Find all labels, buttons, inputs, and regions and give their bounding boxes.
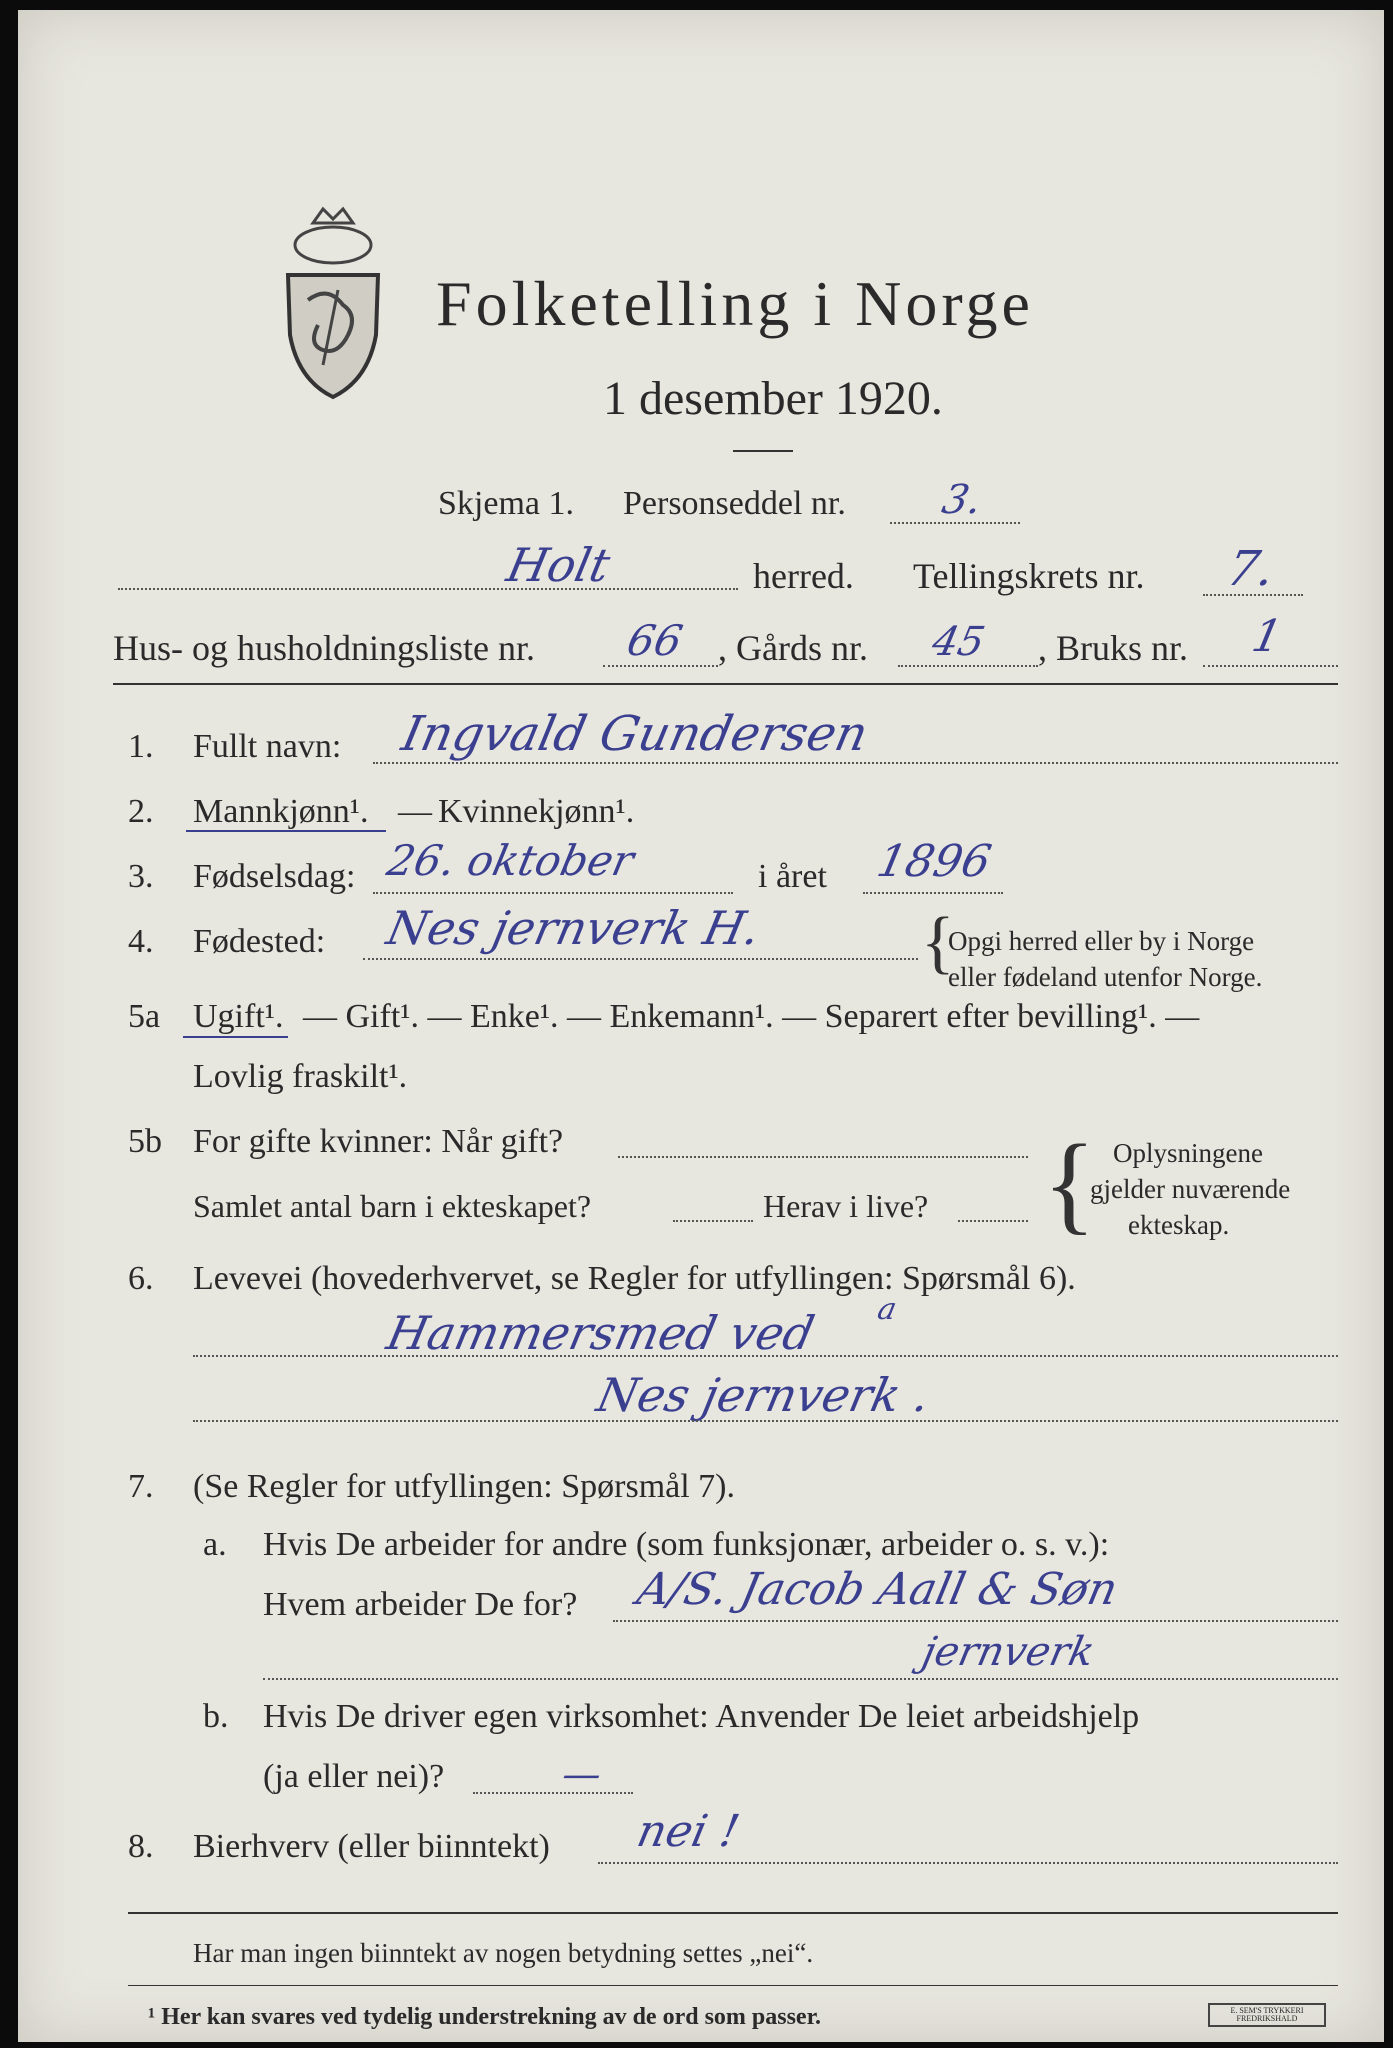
q3-day-field-line [373,892,733,894]
footer-divider [128,1912,1338,1914]
husliste-field-line [603,665,718,667]
bruks-label: , Bruks nr. [1038,628,1189,668]
q6-field-line-2 [193,1420,1338,1422]
q5b-line2a: Samlet antal barn i ekteskapet? [193,1188,592,1224]
q2-separator: — [398,793,432,830]
skjema-label: Skjema 1. [438,485,574,522]
gards-label: , Gårds nr. [718,628,868,668]
herred-label: herred. [753,556,854,596]
form-title: Folketelling i Norge [436,268,1034,339]
q4-note-1: Opgi herred eller by i Norge [948,926,1255,956]
q5b-number: 5b [128,1123,162,1160]
q2-female: Kvinnekjønn¹. [438,793,635,830]
q7-number: 7. [128,1468,154,1505]
q7a-field-line-2 [263,1678,1338,1680]
q7b-value: — [558,1752,606,1796]
q7a-value-line1: A/S. Jacob Aall & Søn [632,1564,1123,1615]
q1-value: Ingvald Gundersen [397,706,873,762]
q5b-line1: For gifte kvinner: Når gift? [193,1123,564,1160]
census-form-page [18,10,1384,2042]
q5a-ugift: Ugift¹. [193,998,284,1035]
tellingskrets-value: 7. [1222,541,1280,597]
bruks-field-line [1203,665,1338,667]
husliste-value: 66 [622,616,687,665]
q3-year-value: 1896 [872,836,996,887]
q4-field-line [363,958,918,960]
q3-number: 3. [128,858,154,895]
q4-label: Fødested: [193,923,326,960]
q7a-letter: a. [203,1526,227,1563]
header-divider [113,683,1338,685]
printer-stamp: E. SEM'S TRYKKERI FREDRIKSHALD [1208,2003,1326,2027]
husliste-label: Hus- og husholdningsliste nr. [113,628,536,668]
q3-label: Fødselsdag: [193,858,356,895]
q8-value: nei ! [632,1806,744,1857]
norwegian-coat-of-arms-icon [268,205,398,405]
gards-value: 45 [928,619,989,665]
q6-value-line1-sup: a [874,1292,900,1327]
q5b-note-1: Oplysningene [1113,1138,1263,1168]
q2-male-underline [186,830,386,832]
q5b-note-3: ekteskap. [1128,1210,1230,1240]
herred-field-line [118,588,738,590]
q6-value-line2: Nes jernverk . [592,1368,935,1422]
q5b-note-2: gjelder nuværende [1090,1174,1291,1204]
q2-number: 2. [128,793,154,830]
q7-label: (Se Regler for utfyllingen: Spørsmål 7). [193,1468,736,1505]
q5a-ugift-underline [183,1036,288,1038]
q7b-line1: Hvis De driver egen virksomhet: Anvender De leiet arbeidshjelp [263,1698,1140,1735]
q5b-line2b: Herav i live? [763,1188,929,1224]
q6-number: 6. [128,1260,154,1297]
q1-field-line [373,762,1338,764]
q5a-number: 5a [128,998,161,1035]
q7a-line1: Hvis De arbeider for andre (som funksjonær, arbeider o. s. v.): [263,1526,1110,1563]
q2-male: Mannkjønn¹. [193,793,369,830]
q7b-line2: (ja eller nei)? [263,1758,445,1795]
form-date: 1 desember 1920. [603,372,943,425]
gards-field-line [898,665,1038,667]
q5a-options: — Gift¹. — Enke¹. — Enkemann¹. — Separert efter bevilling¹. — [303,998,1200,1035]
personseddel-value: 3. [938,477,987,523]
q3-year-label: i året [758,858,827,895]
q8-field-line [598,1862,1338,1864]
q5b-alive-field-line [958,1220,1028,1222]
q8-label: Bierhverv (eller biinntekt) [193,1828,550,1865]
q4-number: 4. [128,923,154,960]
q7b-letter: b. [203,1698,229,1735]
q6-value-line1: Hammersmed ved [382,1306,819,1360]
footnote: ¹ Her kan svares ved tydelig understrekning av de ord som passer. [148,2004,822,2030]
q7a-line2: Hvem arbeider De for? [263,1586,578,1623]
q6-field-line-1 [193,1355,1338,1357]
q1-number: 1. [128,728,154,765]
q5b-when-field-line [618,1156,1028,1158]
tellingskrets-label: Tellingskrets nr. [913,556,1145,596]
q5b-children-field-line [673,1220,753,1222]
q7b-field-line [473,1792,633,1794]
q3-year-field-line [863,892,1003,894]
q4-value: Nes jernverk H. [382,901,765,955]
footer-note: Har man ingen biinntekt av nogen betydning settes „nei“. [193,1938,814,1968]
bruks-value: 1 [1247,611,1287,662]
personseddel-label: Personseddel nr. [623,485,846,522]
q6-label: Levevei (hovederhvervet, se Regler for utfyllingen: Spørsmål 6). [193,1260,1076,1297]
q3-day-value: 26. oktober [382,836,639,885]
q4-brace: { [921,904,955,981]
herred-value: Holt [502,538,615,592]
q7a-field-line-1 [613,1620,1338,1622]
q1-label: Fullt navn: [193,728,342,765]
q8-number: 8. [128,1828,154,1865]
q4-note-2: eller fødeland utenfor Norge. [948,962,1263,992]
q7a-value-line2: jernverk [918,1629,1099,1675]
q5b-brace: { [1043,1122,1096,1244]
q5a-line2: Lovlig fraskilt¹. [193,1058,408,1095]
title-divider [733,450,793,452]
footnote-divider [128,1985,1338,1986]
